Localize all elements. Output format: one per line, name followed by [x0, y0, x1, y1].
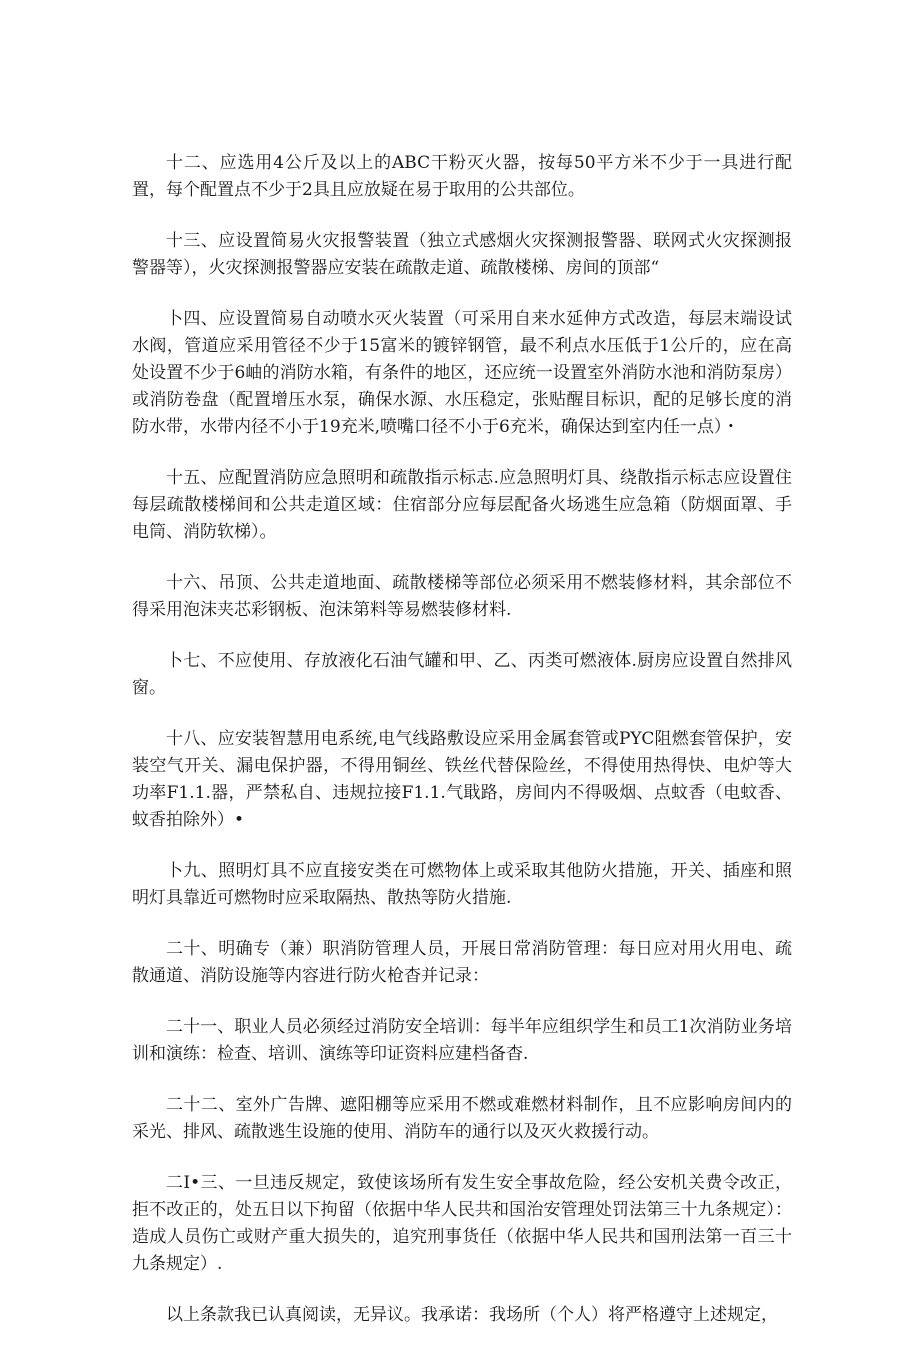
clause-12: 十二、应选用4公斤及以上的ABC干粉灭火器，按每50平方米不少于一具进行配置，每个配置点不少于2具且应放疑在易于取用的公共部位。 [132, 153, 792, 200]
clause-18: 十八、应安装智慧用电系统,电气线路敷设应采用金属套管或PYC阻燃套管保护，安装空气开关、漏电保护器，不得用铜丝、铁丝代替保险丝，不得使用热得快、电炉等大功率F1.1.器，严禁私自、违规拉接F1.1.气戢路，房间内不得吸烟、点蚊香（电蚊香、蚊香拍除外）• [132, 729, 792, 830]
clause-13: 十三、应设置简易火灾报警装置（独立式感烟火灾探测报警器、联网式火灾探测报警器等），火灾探测报警器应安装在疏散走道、疏散楼梯、房间的顶部“ [132, 231, 792, 278]
clause-19: 卜九、照明灯具不应直接安类在可燃物体上或采取其他防火措施，开关、插座和照明灯具靠近可燃物时应采取隔热、散热等防火措施. [132, 861, 792, 908]
clause-14: 卜四、应设置简易自动喷水灭火装置（可采用自来水延伸方式改造，每层末端设试水阀，管道应采用管径不少于15富米的镀锌钢管，最不利点水压低于1公斤的，应在高处设置不少于6岫的消防水箱，有条件的地区，还应统一设置室外消防水池和消防泵房）或消防卷盘（配置增压水泵，确保水源、水压稳定，张贴醒目标识，配的足够长度的消防水带，水带内径不小于19充米,喷嘴口径不小于6充米，确保达到室内任一点）・ [132, 309, 792, 437]
clause-16: 十六、吊顶、公共走道地面、疏散楼梯等部位必须采用不燃装修材料，其余部位不得采用泡沫夹芯彩钢板、泡沫第料等易燃装修材料. [132, 573, 792, 620]
clause-20: 二十、明确专（兼）职消防管理人员，开展日常消防管理：每日应对用火用电、疏散通道、消防设施等内容进行防火枪杳并记录： [132, 939, 792, 986]
document-page [132, 150, 792, 1353]
clause-21: 二十一、职业人员必须经过消防安全培训：每半年应组织学生和员工1次消防业务培训和演练：检查、培训、演练等印证资料应建档备杳. [132, 1017, 792, 1064]
clause-22: 二十二、室外广告牌、遮阳棚等应采用不燃或难燃材料制作，且不应影响房间内的采光、排风、疏散逃生设施的使用、消防车的通行以及灭火救援行动。 [132, 1095, 792, 1142]
clause-15: 十五、应配置消防应急照明和疏散指示标志.应急照明灯具、绕散指示标志应设置住每层疏散楼梯间和公共走道区域：住宿部分应每层配备火场逃生应急箱（防烟面罩、手电筒、消防软梯）。 [132, 468, 792, 542]
clause-17: 卜七、不应使用、存放液化石油气罐和甲、乙、丙类可燃液体.厨房应设置自然排风窗。 [132, 651, 792, 698]
clause-23: 二I•三、一旦违反规定，致使该场所有发生安全事故危险，经公安机关费令改正，拒不改正的，处五日以下拘留（依据中华人民共和国治安管理处罚法第三十九条规定）：造成人员伤亡或财产重大损失的，追究刑事货任（依据中华人民共和国刑法第一百三十九条规定）. [132, 1173, 792, 1274]
commitment-statement: 以上条款我已认真阅读，无异议。我承诺：我场所（个人）将严格遵守上述规定， [166, 1305, 778, 1325]
